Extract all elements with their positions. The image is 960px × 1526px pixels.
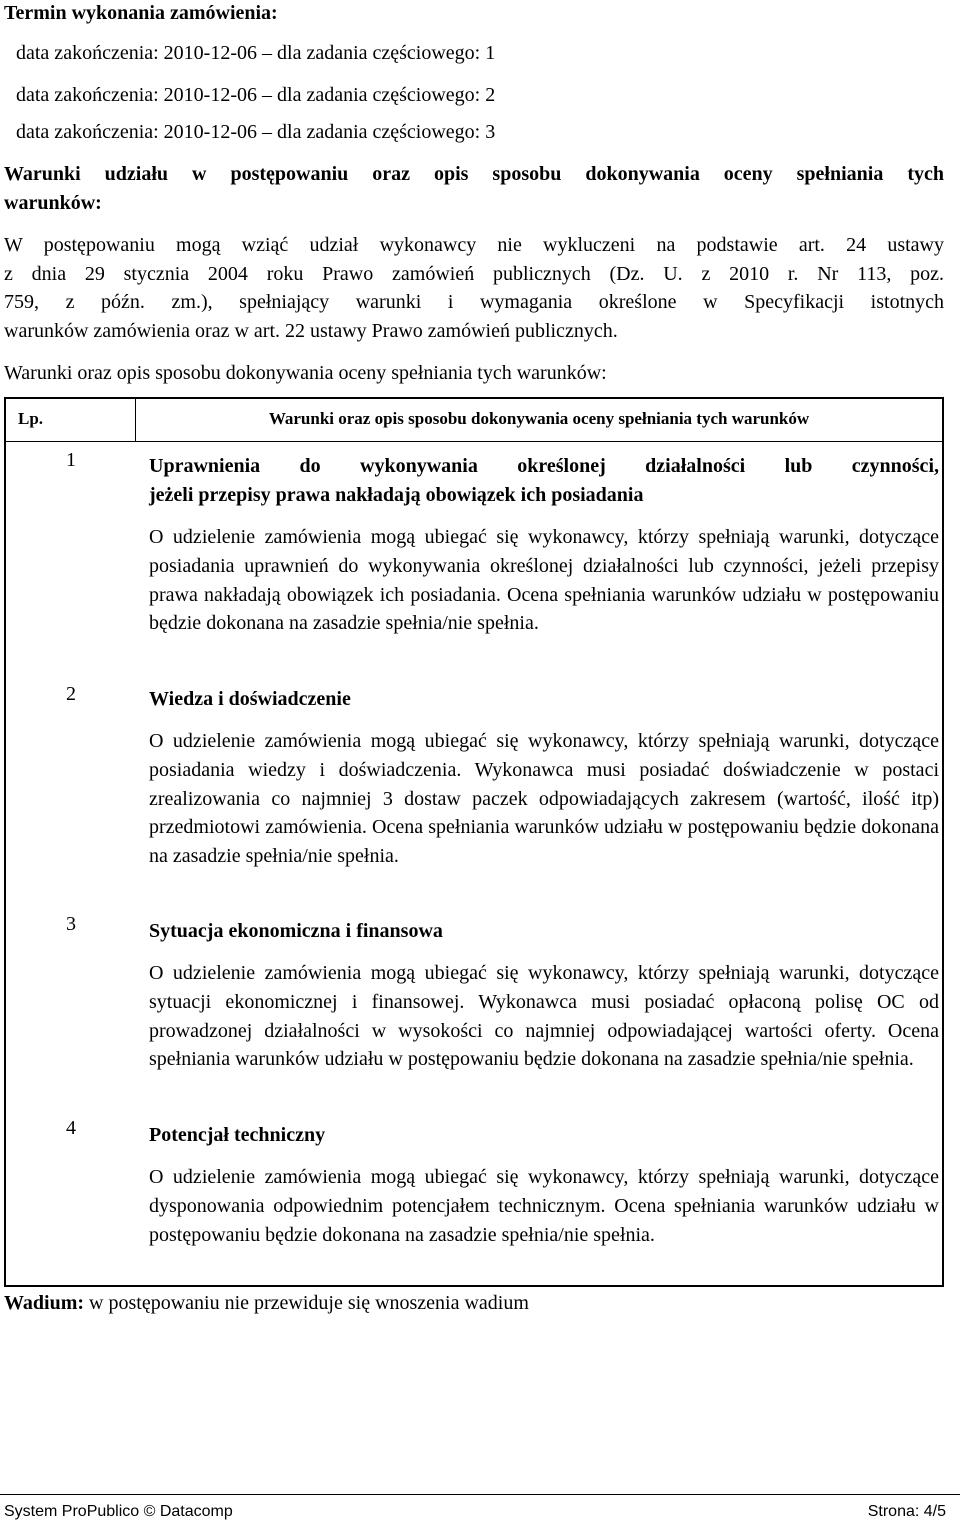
row-1-heading-line-1: Uprawnienia do wykonywania określonej działalności lub czynności, <box>149 455 939 477</box>
warunki-heading-line-2: warunków: <box>4 192 102 214</box>
warunki-subheading: Warunki oraz opis sposobu dokonywania oceny spełniania tych warunków: <box>4 362 607 384</box>
intro-line-3: 759, z późn. zm.), spełniający warunki i wymagania określone w Specyfikacji istotnych <box>4 291 944 313</box>
termin-line-2: data zakończenia: 2010-12-06 – dla zadania częściowego: 2 <box>16 84 496 106</box>
row-4-heading: Potencjał techniczny <box>149 1124 326 1146</box>
wadium-line <box>4 1292 529 1315</box>
row-3-body: O udzielenie zamówienia mogą ubiegać się wykonawcy, którzy spełniają warunki, dotyczące sytuacji ekonomicznej i finansowej. Wykonawca musi posiadać opłaconą polisę OC od prowadzonej działalności w wysokości co najmniej odpowiadającej wartości oferty. Ocena spełniania warunków udziału w postępowaniu będzie dokonana na zasadzie spełnia/nie spełnia. <box>149 962 939 1071</box>
intro-line-4: warunków zamówienia oraz w art. 22 ustawy Prawo zamówień publicznych. <box>4 320 618 342</box>
wadium-label: Wadium: <box>4 1292 85 1314</box>
column-header-lp: Lp. <box>18 409 44 428</box>
row-2-body: O udzielenie zamówienia mogą ubiegać się wykonawcy, którzy spełniają warunki, dotyczące posiadania wiedzy i doświadczenia. Wykonawca musi posiadać doświadczenie w postaci zrealizowania co najmniej 3 dostaw paczek odpowiadających zakresem (wartość, ilość itp) przedmiotowi zamówienia. Ocena spełniania warunków udziału w postępowaniu będzie dokonana na zasadzie spełnia/nie spełnia. <box>149 730 939 868</box>
footer-left: System ProPublico © Datacomp <box>4 1503 233 1520</box>
termin-line-1: data zakończenia: 2010-12-06 – dla zadania częściowego: 1 <box>16 42 496 64</box>
row-1-heading-line-2: jeżeli przepisy prawa nakładają obowiązek ich posiadania <box>149 484 644 506</box>
row-4-body: O udzielenie zamówienia mogą ubiegać się wykonawcy, którzy spełniają warunki, dotyczące dysponowania odpowiednim potencjałem technicznym. Ocena spełniania warunków udziału w postępowaniu będzie dokonana na zasadzie spełnia/nie spełnia. <box>149 1166 939 1246</box>
row-1-body: O udzielenie zamówienia mogą ubiegać się wykonawcy, którzy spełniają warunki, dotyczące posiadania uprawnień do wykonywania określonej działalności lub czynności, jeżeli przepisy prawa nakładają obowiązek ich posiadania. Ocena spełniania warunków udziału w postępowaniu będzie dokonana na zasadzie spełnia/nie spełnia. <box>149 526 939 635</box>
row-1-number: 1 <box>66 449 76 471</box>
row-2-heading: Wiedza i doświadczenie <box>149 688 351 710</box>
warunki-heading-line-1: Warunki udziału w postępowaniu oraz opis sposobu dokonywania oceny spełniania tych <box>4 163 944 185</box>
intro-line-2: z dnia 29 stycznia 2004 roku Prawo zamówień publicznych (Dz. U. z 2010 r. Nr 113, poz. <box>4 263 944 285</box>
footer-divider <box>0 1494 960 1495</box>
column-header-title: Warunki oraz opis sposobu dokonywania oceny spełniania tych warunków <box>268 409 810 428</box>
row-3-number: 3 <box>66 913 76 935</box>
row-3-heading: Sytuacja ekonomiczna i finansowa <box>149 920 443 942</box>
conditions-table <box>4 397 944 1287</box>
intro-line-1: W postępowaniu mogą wziąć udział wykonawcy nie wykluczeni na podstawie art. 24 ustawy <box>4 234 944 256</box>
termin-line-3: data zakończenia: 2010-12-06 – dla zadania częściowego: 3 <box>16 121 496 143</box>
row-2-number: 2 <box>66 683 76 705</box>
header-divider <box>6 441 942 442</box>
footer-page-number: Strona: 4/5 <box>867 1503 946 1520</box>
row-4-number: 4 <box>66 1117 76 1139</box>
termin-heading: Termin wykonania zamówienia: <box>4 2 278 24</box>
wadium-text: w postępowaniu nie przewiduje się wnoszenia wadium <box>84 1292 529 1314</box>
